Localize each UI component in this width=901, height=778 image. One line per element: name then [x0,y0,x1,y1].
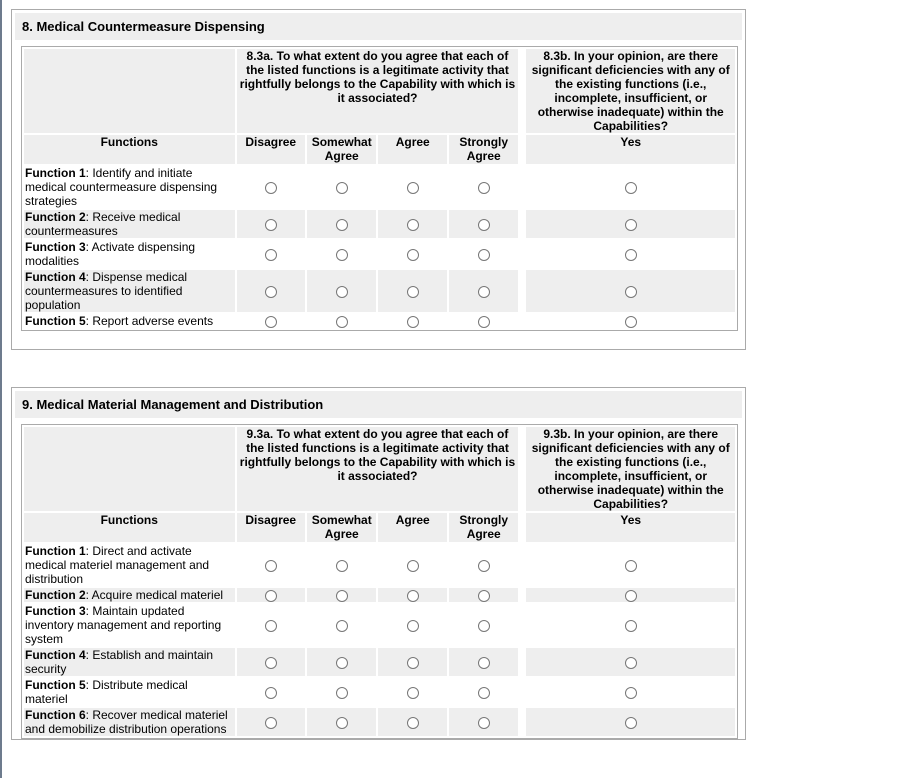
scale-header: Disagree [237,135,305,164]
radio-strongly-agree[interactable] [478,560,490,572]
radio-strongly-agree[interactable] [478,717,490,729]
radio-yes[interactable] [625,590,637,602]
scale-header: Somewhat Agree [307,135,376,164]
radio-yes[interactable] [625,249,637,261]
functions-header: Functions [24,513,235,542]
question-a: 9.3a. To what extent do you agree that each of the listed functions is a legitimate activity that rightfully belongs to the Capability with which is it associated? [237,427,519,511]
radio-agree[interactable] [407,620,419,632]
radio-strongly-agree[interactable] [478,590,490,602]
function-label: Function 5: Report adverse events [25,314,214,328]
yes-header: Yes [526,135,735,164]
yes-header: Yes [526,513,735,542]
radio-agree[interactable] [407,219,419,231]
radio-somewhat-agree[interactable] [336,249,348,261]
radio-agree[interactable] [407,182,419,194]
question-b: 9.3b. In your opinion, are there significant deficiencies with any of the existing functions (i.e., incomplete, insufficient, or otherwise inadequate) within the Capabilities? [526,427,735,511]
scale-header: Agree [378,513,446,542]
radio-yes[interactable] [625,286,637,298]
function-label: Function 1: Direct and activate medical materiel management and distribution [25,544,210,586]
radio-somewhat-agree[interactable] [336,657,348,669]
radio-somewhat-agree[interactable] [336,560,348,572]
radio-somewhat-agree[interactable] [336,590,348,602]
radio-yes[interactable] [625,717,637,729]
question-matrix [21,424,738,739]
section-panel [11,387,746,740]
radio-agree[interactable] [407,286,419,298]
radio-yes[interactable] [625,620,637,632]
radio-disagree[interactable] [265,657,277,669]
function-label: Function 6: Recover medical materiel and demobilize distribution operations [24,708,235,736]
section-title: 8. Medical Countermeasure Dispensing [15,13,742,40]
radio-yes[interactable] [625,316,637,328]
radio-strongly-agree[interactable] [478,286,490,298]
function-label: Function 3: Activate dispensing modalities [25,240,196,268]
section-panel [11,9,746,350]
radio-yes[interactable] [625,560,637,572]
section-title: 9. Medical Material Management and Distribution [15,391,742,418]
table-row [24,210,735,238]
table-row [24,270,735,312]
header-blank [24,427,235,511]
question-matrix [21,46,738,331]
function-label: Function 1: Identify and initiate medical countermeasure dispensing strategies [25,166,218,208]
radio-agree[interactable] [407,717,419,729]
radio-yes[interactable] [625,219,637,231]
radio-disagree[interactable] [265,286,277,298]
function-label: Function 3: Maintain updated inventory management and reporting system [25,604,222,646]
radio-agree[interactable] [407,316,419,328]
functions-header: Functions [24,135,235,164]
table-row [24,708,735,736]
radio-disagree[interactable] [265,219,277,231]
radio-disagree[interactable] [265,687,277,699]
radio-disagree[interactable] [265,717,277,729]
table-row [24,166,735,208]
radio-somewhat-agree[interactable] [336,182,348,194]
radio-agree[interactable] [407,657,419,669]
radio-yes[interactable] [625,657,637,669]
scale-header: Agree [378,135,446,164]
scale-header: Strongly Agree [449,513,518,542]
radio-somewhat-agree[interactable] [336,219,348,231]
header-blank [24,49,235,133]
table-row [24,648,735,676]
radio-somewhat-agree[interactable] [336,286,348,298]
radio-disagree[interactable] [265,590,277,602]
function-label: Function 4: Dispense medical countermeasures to identified population [24,270,235,312]
radio-disagree[interactable] [265,316,277,328]
radio-somewhat-agree[interactable] [336,717,348,729]
radio-strongly-agree[interactable] [478,182,490,194]
function-label: Function 2: Receive medical countermeasures [24,210,235,238]
radio-agree[interactable] [407,560,419,572]
window-edge [0,0,2,778]
table-row [24,314,735,328]
radio-strongly-agree[interactable] [478,620,490,632]
question-b: 8.3b. In your opinion, are there significant deficiencies with any of the existing functions (i.e., incomplete, insufficient, or otherwise inadequate) within the Capabilities? [526,49,735,133]
radio-yes[interactable] [625,687,637,699]
radio-disagree[interactable] [265,560,277,572]
radio-agree[interactable] [407,590,419,602]
table-row [24,544,735,586]
radio-agree[interactable] [407,687,419,699]
table-row [24,588,735,602]
scale-header: Disagree [237,513,305,542]
function-label: Function 4: Establish and maintain security [24,648,235,676]
table-row [24,240,735,268]
radio-strongly-agree[interactable] [478,249,490,261]
radio-somewhat-agree[interactable] [336,687,348,699]
radio-strongly-agree[interactable] [478,657,490,669]
scale-header: Strongly Agree [449,135,518,164]
radio-somewhat-agree[interactable] [336,316,348,328]
radio-strongly-agree[interactable] [478,687,490,699]
radio-somewhat-agree[interactable] [336,620,348,632]
radio-disagree[interactable] [265,620,277,632]
question-a: 8.3a. To what extent do you agree that each of the listed functions is a legitimate activity that rightfully belongs to the Capability with which is it associated? [237,49,519,133]
table-row [24,678,735,706]
table-row [24,604,735,646]
scale-header: Somewhat Agree [307,513,376,542]
radio-agree[interactable] [407,249,419,261]
function-label: Function 2: Acquire medical materiel [24,588,235,602]
radio-disagree[interactable] [265,182,277,194]
radio-disagree[interactable] [265,249,277,261]
radio-yes[interactable] [625,182,637,194]
radio-strongly-agree[interactable] [478,219,490,231]
radio-strongly-agree[interactable] [478,316,490,328]
function-label: Function 5: Distribute medical materiel [25,678,188,706]
